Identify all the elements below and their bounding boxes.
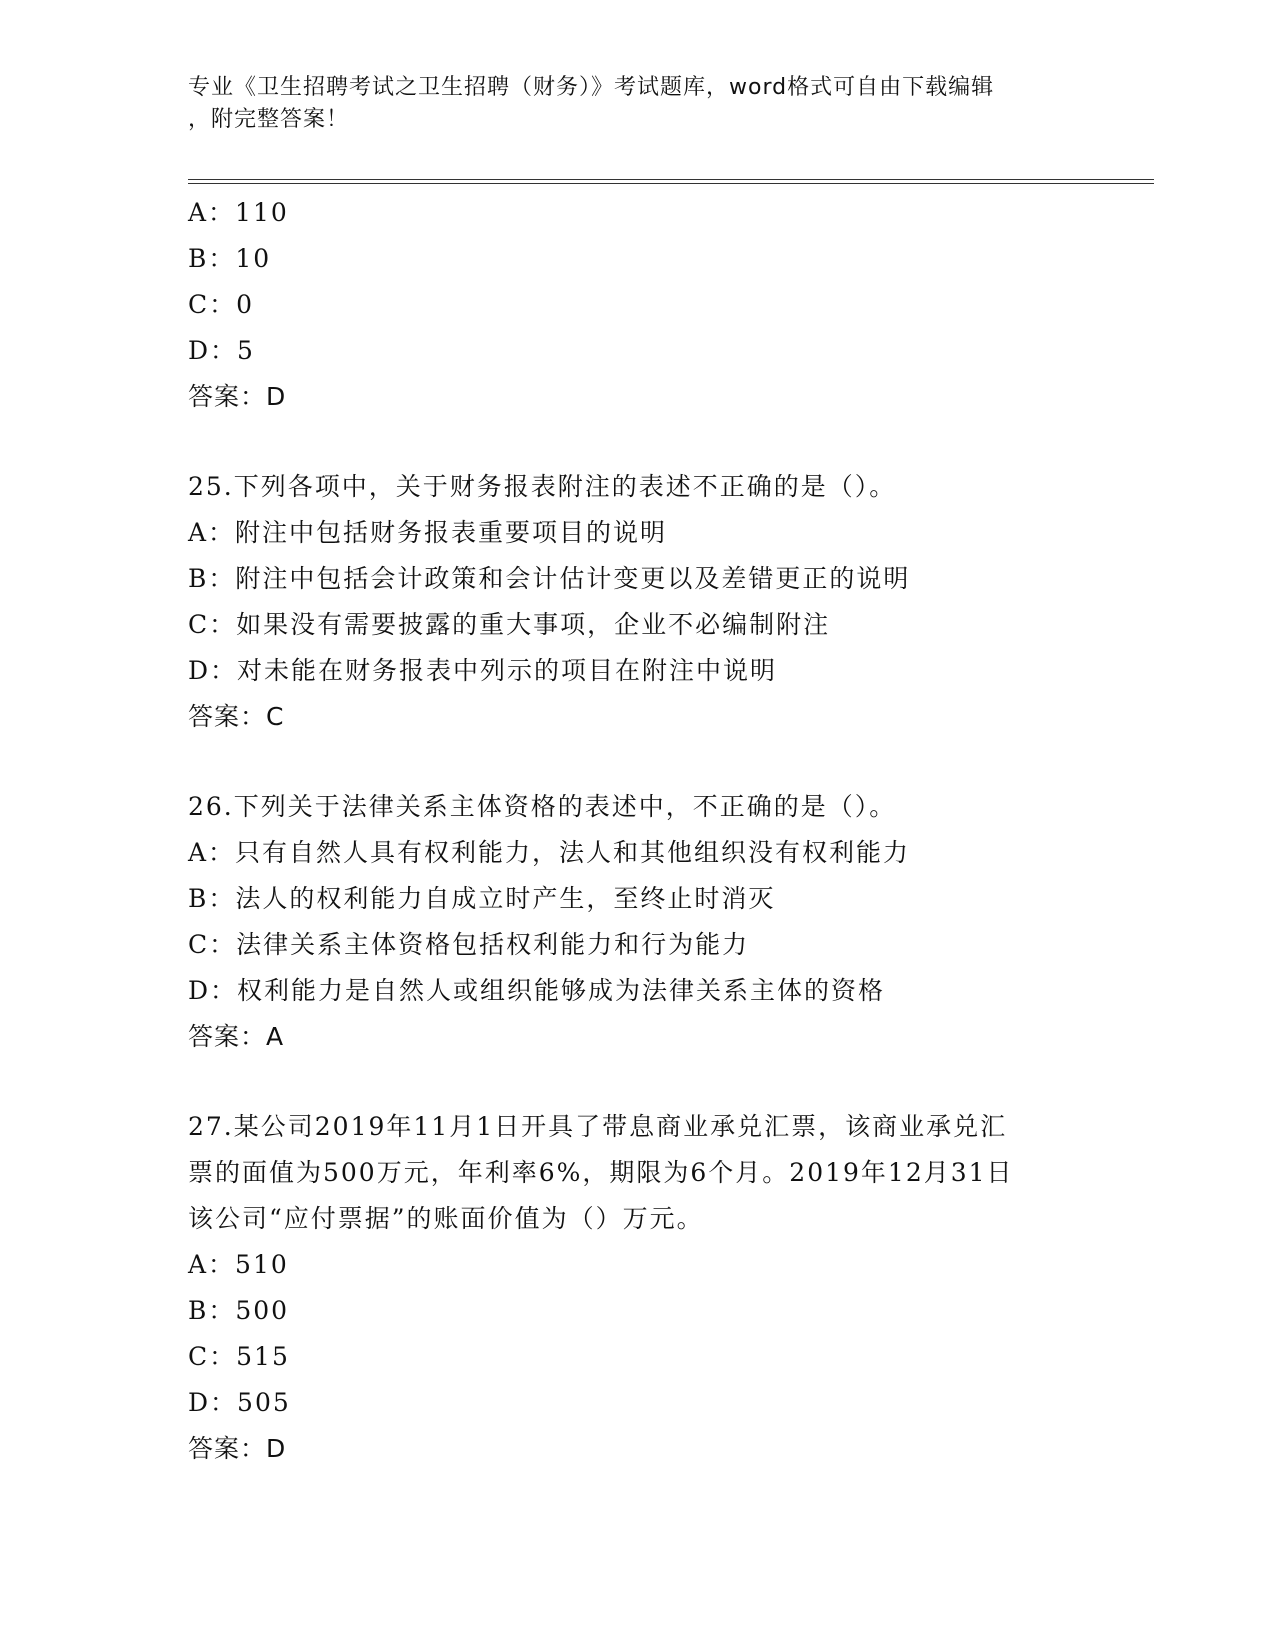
header-line-1: 专业《卫生招聘考试之卫生招聘（财务）》考试题库，word格式可自由下载编辑 xyxy=(188,75,995,100)
option-b: B：10 xyxy=(188,244,272,273)
header-divider xyxy=(188,179,1154,184)
option-a: A：110 xyxy=(188,198,289,227)
option-d: D：505 xyxy=(188,1388,291,1417)
question-stem-line-1: 27.某公司2019年11月1日开具了带息商业承兑汇票，该商业承兑汇 xyxy=(188,1112,1008,1141)
option-b: B：500 xyxy=(188,1296,290,1325)
question-stem-line-2: 票的面值为500万元，年利率6%，期限为6个月。2019年12月31日 xyxy=(188,1158,1014,1187)
option-c: C：515 xyxy=(188,1342,290,1371)
header-line-2: ，附完整答案！ xyxy=(188,107,350,132)
answer: 答案：C xyxy=(188,702,285,731)
answer: 答案：A xyxy=(188,1022,285,1051)
question-25 xyxy=(188,464,1088,740)
question-24 xyxy=(188,190,1088,420)
option-d: D：5 xyxy=(188,336,255,365)
question-27 xyxy=(188,1104,1088,1472)
answer: 答案：D xyxy=(188,1434,287,1463)
question-stem-line-3: 该公司“应付票据”的账面价值为（）万元。 xyxy=(188,1204,704,1233)
question-stem: 26.下列关于法律关系主体资格的表述中，不正确的是（）。 xyxy=(188,792,897,821)
option-b: B：附注中包括会计政策和会计估计变更以及差错更正的说明 xyxy=(188,564,911,593)
page-header xyxy=(188,72,1088,136)
option-a: A：附注中包括财务报表重要项目的说明 xyxy=(188,518,668,547)
option-b: B：法人的权利能力自成立时产生，至终止时消灭 xyxy=(188,884,776,913)
question-list xyxy=(188,190,1088,1472)
option-a: A：510 xyxy=(188,1250,289,1279)
option-c: C：如果没有需要披露的重大事项，企业不必编制附注 xyxy=(188,610,831,639)
option-d: D：对未能在财务报表中列示的项目在附注中说明 xyxy=(188,656,778,685)
option-c: C：法律关系主体资格包括权利能力和行为能力 xyxy=(188,930,750,959)
question-26 xyxy=(188,784,1088,1060)
answer: 答案：D xyxy=(188,382,287,411)
option-d: D：权利能力是自然人或组织能够成为法律关系主体的资格 xyxy=(188,976,886,1005)
option-c: C：0 xyxy=(188,290,255,319)
option-a: A：只有自然人具有权利能力，法人和其他组织没有权利能力 xyxy=(188,838,911,867)
question-stem: 25.下列各项中，关于财务报表附注的表述不正确的是（）。 xyxy=(188,472,897,501)
